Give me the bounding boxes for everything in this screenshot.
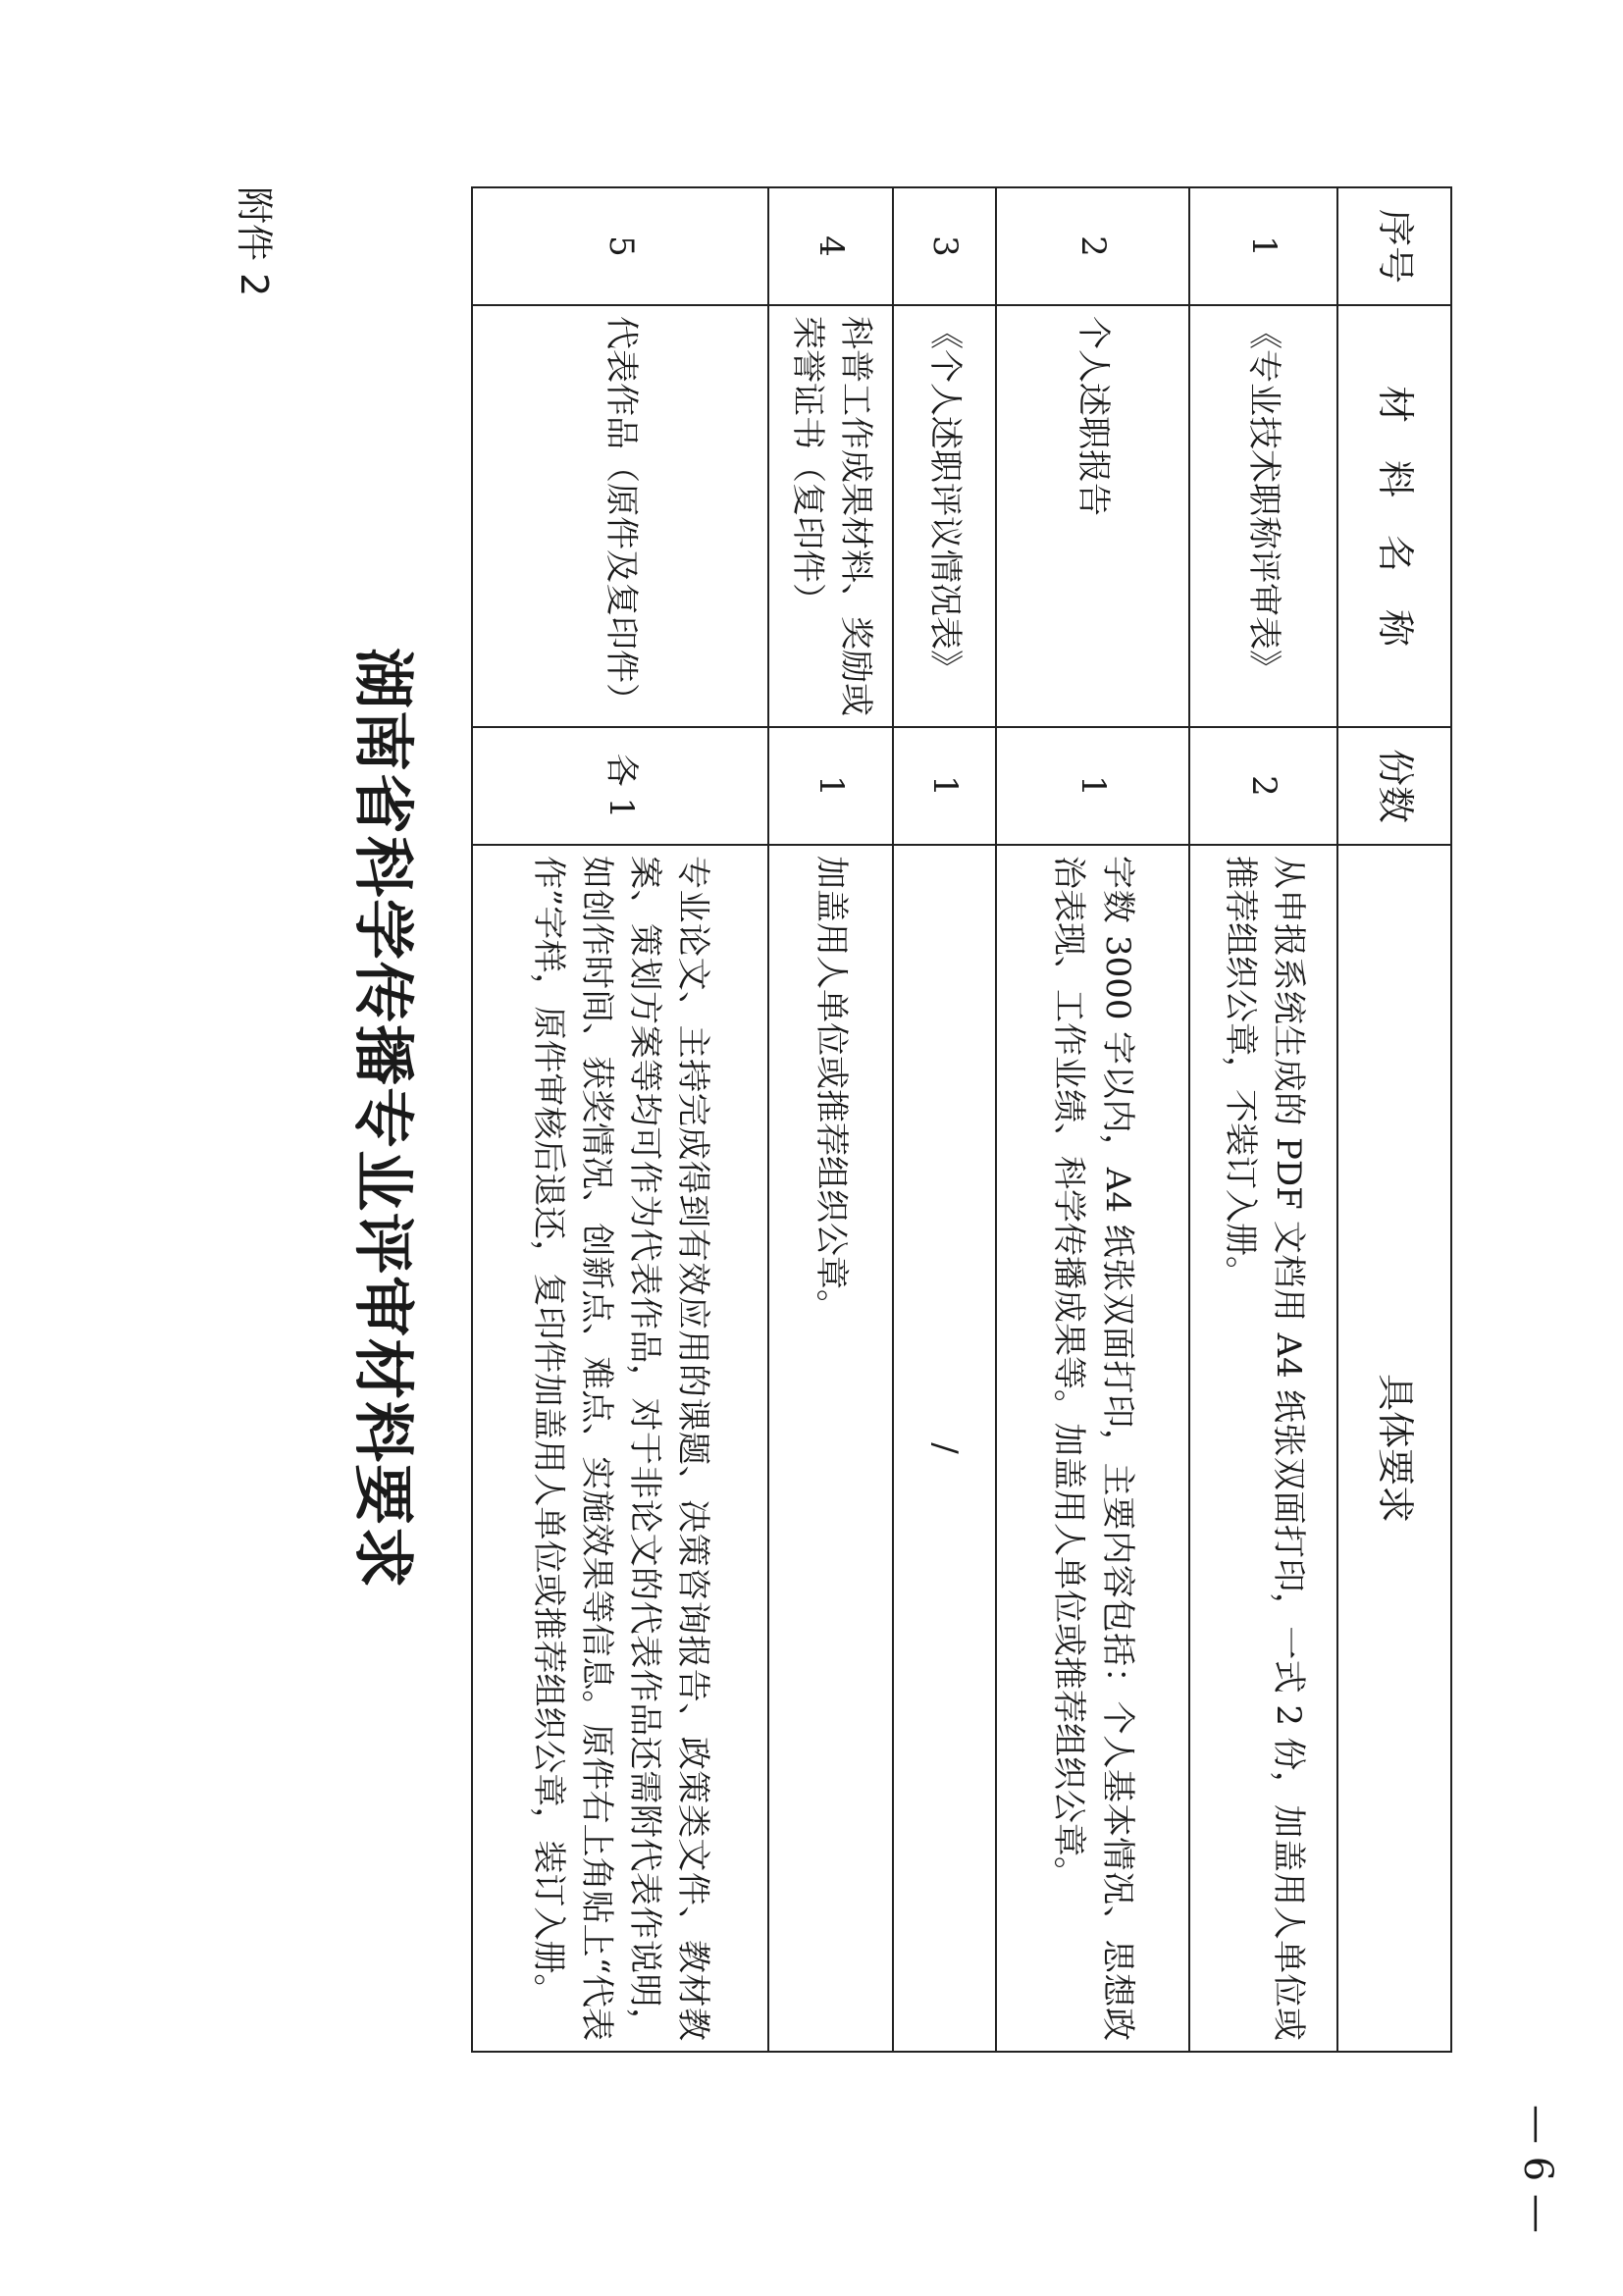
row-name: 个人述职报告	[996, 305, 1189, 727]
page-title: 湖南省科学传播专业评审材料要求	[347, 647, 419, 1590]
row-name: 《个人述职评议情况表》	[893, 305, 995, 727]
attachment-label: 附件 2	[233, 186, 276, 297]
row-count: 1	[893, 727, 995, 845]
row-requirement: 加盖用人单位或推荐组织公章。	[768, 845, 894, 2052]
row-count: 1	[768, 727, 894, 845]
table-row	[893, 187, 995, 2052]
row-index: 1	[1189, 187, 1337, 305]
table-row	[768, 187, 894, 2052]
rotated-page	[233, 177, 1511, 2061]
header-count: 份数	[1337, 727, 1451, 845]
table-row	[996, 187, 1189, 2052]
table-row	[472, 187, 768, 2052]
requirements-table	[471, 186, 1452, 2053]
row-count: 1	[996, 727, 1189, 845]
row-name: 《专业技术职称评审表》	[1189, 305, 1337, 727]
row-requirement: 专业论文、主持完成得到有效应用的课题、决策咨询报告、政策类文件、教材教案、策划方案等均可作为代表作品，对于非论文的代表作品还需附代表作说明，如创作时间、获奖情况、创新点、难点、实施效果等信息。原件右上角贴上“代表作”字样，原件审核后退还，复印件加盖用人单位或推荐组织公章，装订入册。	[472, 845, 768, 2052]
row-count: 2	[1189, 727, 1337, 845]
row-count: 各 1	[472, 727, 768, 845]
row-index: 4	[768, 187, 894, 305]
row-requirement: 字数 3000 字以内，A4 纸张双面打印，主要内容包括：个人基本情况、思想政治表现、工作业绩、科学传播成果等。加盖用人单位或推荐组织公章。	[996, 845, 1189, 2052]
row-requirement: /	[893, 845, 995, 2052]
row-index: 2	[996, 187, 1189, 305]
row-name: 代表作品（原件及复印件）	[472, 305, 768, 727]
header-index: 序号	[1337, 187, 1451, 305]
header-requirement: 具体要求	[1337, 845, 1451, 2052]
header-name: 材 料 名 称	[1337, 305, 1451, 727]
requirements-table-wrap	[471, 186, 1452, 2051]
row-index: 5	[472, 187, 768, 305]
page-number: — 6 —	[1515, 2104, 1560, 2233]
row-requirement: 从申报系统生成的 PDF 文档用 A4 纸张双面打印，一式 2 份，加盖用人单位或推荐组织公章，不装订入册。	[1189, 845, 1337, 2052]
table-row	[1189, 187, 1337, 2052]
row-name: 科普工作成果材料、奖励或荣誉证书（复印件）	[768, 305, 894, 727]
row-index: 3	[893, 187, 995, 305]
table-header-row	[1337, 187, 1451, 2052]
